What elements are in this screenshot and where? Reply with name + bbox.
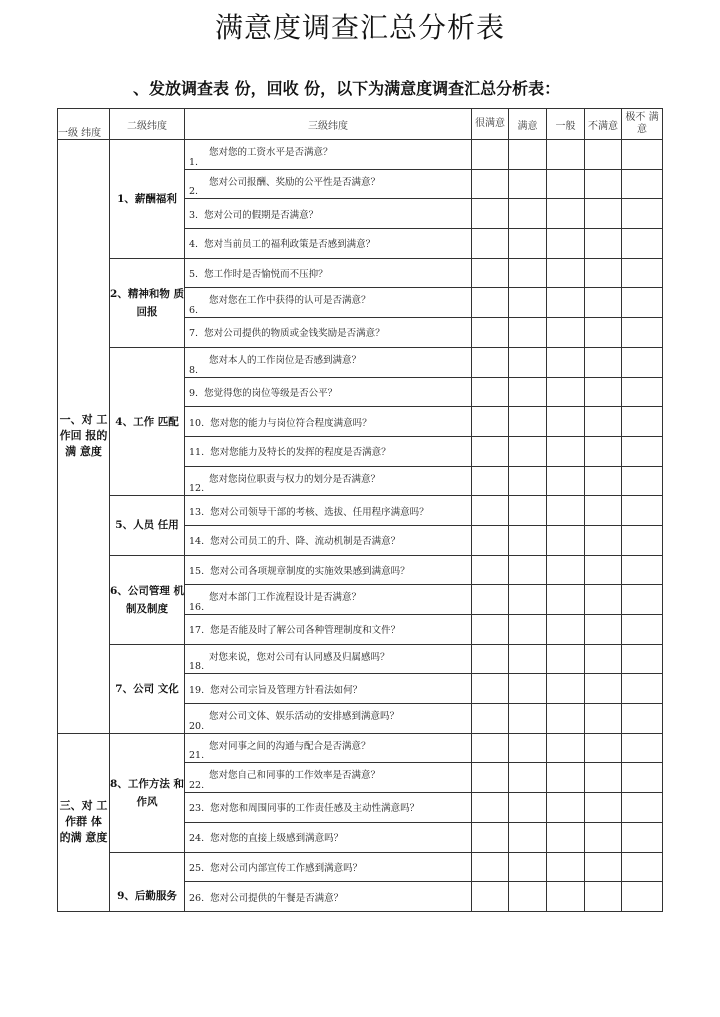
rating-cell[interactable]: [622, 674, 663, 704]
rating-cell[interactable]: [509, 882, 547, 912]
question-text: 对您来说，您对公司有认同感及归属感吗？: [209, 651, 390, 663]
level2-cell: 2、精神和物 质回报: [110, 258, 185, 347]
rating-cell[interactable]: [509, 733, 547, 763]
rating-cell[interactable]: [472, 585, 509, 615]
rating-cell[interactable]: [585, 615, 622, 645]
question-number: 9.: [189, 387, 199, 399]
rating-cell[interactable]: [585, 496, 622, 526]
rating-cell[interactable]: [472, 258, 509, 288]
question-text: 您对您在工作中获得的认可是否满意？: [209, 295, 371, 307]
rating-cell[interactable]: [622, 763, 663, 793]
rating-cell[interactable]: [585, 288, 622, 318]
question-number: 17.: [189, 625, 205, 637]
rating-cell[interactable]: [585, 169, 622, 199]
level2-cell: 7、公司 文化: [110, 644, 185, 733]
rating-cell[interactable]: [509, 674, 547, 704]
rating-cell[interactable]: [472, 733, 509, 763]
rating-cell[interactable]: [547, 852, 585, 882]
rating-cell[interactable]: [622, 822, 663, 852]
rating-cell[interactable]: [585, 585, 622, 615]
question-cell: [185, 377, 472, 407]
question-text: 您对您能力及特长的发挥的程度是否满意？: [210, 447, 391, 459]
rating-cell[interactable]: [472, 704, 509, 734]
rating-cell[interactable]: [509, 347, 547, 377]
question-text: 您对同事之间的沟通与配合是否满意？: [209, 740, 371, 752]
rating-cell[interactable]: [509, 407, 547, 437]
rating-cell[interactable]: [472, 347, 509, 377]
question-text: 您对本部门工作流程设计是否满意？: [209, 592, 362, 604]
question-number: 1.: [189, 156, 199, 168]
question-text: 您对您的工资水平是否满意？: [209, 147, 333, 158]
rating-cell[interactable]: [472, 615, 509, 645]
rating-cell[interactable]: [547, 882, 585, 912]
rating-cell[interactable]: [585, 318, 622, 348]
question-number: 22.: [189, 780, 205, 792]
level2-cell: 5、人员 任用: [110, 496, 185, 555]
question-text: 您对您和周围同事的工作责任感及主动性满意吗？: [210, 803, 420, 815]
question-number: 6.: [189, 305, 199, 317]
rating-cell[interactable]: [509, 140, 547, 170]
rating-cell[interactable]: [547, 793, 585, 823]
rating-cell[interactable]: [472, 229, 509, 259]
rating-cell[interactable]: [509, 585, 547, 615]
question-text: 您对您的直接上级感到满意吗？: [210, 833, 344, 845]
question-number: 2.: [189, 186, 199, 198]
rating-cell[interactable]: [585, 644, 622, 674]
rating-cell[interactable]: [509, 258, 547, 288]
level2-cell: 4、工作 匹配: [110, 347, 185, 495]
rating-cell[interactable]: [509, 288, 547, 318]
rating-cell[interactable]: [547, 733, 585, 763]
rating-cell[interactable]: [509, 644, 547, 674]
rating-cell[interactable]: [472, 674, 509, 704]
rating-cell[interactable]: [509, 436, 547, 466]
rating-cell[interactable]: [547, 822, 585, 852]
rating-cell[interactable]: [585, 555, 622, 585]
question-text: 您对公司内部宣传工作感到满意吗？: [210, 862, 363, 874]
rating-cell[interactable]: [585, 466, 622, 496]
rating-cell[interactable]: [509, 615, 547, 645]
rating-cell[interactable]: [547, 555, 585, 585]
rating-cell[interactable]: [622, 882, 663, 912]
rating-cell[interactable]: [622, 793, 663, 823]
question-number: 11.: [189, 447, 205, 459]
rating-cell[interactable]: [547, 704, 585, 734]
level1-cell: 一、对 工 作回 报的满 意度: [58, 140, 110, 734]
rating-cell[interactable]: [547, 763, 585, 793]
rating-cell[interactable]: [547, 288, 585, 318]
rating-cell[interactable]: [547, 615, 585, 645]
question-text: 您对公司的假期是否满意？: [204, 209, 319, 221]
question-text: 您对您自己和同事的工作效率是否满意？: [209, 770, 381, 782]
question-cell: [185, 436, 472, 466]
question-cell: [185, 704, 472, 734]
question-cell: [185, 496, 472, 526]
table-row: [58, 644, 663, 674]
header-row: [58, 109, 663, 140]
rating-cell[interactable]: [622, 525, 663, 555]
level2-cell: 1、薪酬福利: [110, 140, 185, 259]
question-text: 您对公司员工的升、降、流动机制是否满意？: [210, 536, 401, 548]
header-neutral: 一般: [547, 109, 585, 140]
question-cell: [185, 466, 472, 496]
question-text: 您对公司报酬、奖励的公平性是否满意？: [209, 176, 381, 188]
header-level3: 三级纬度: [185, 109, 472, 140]
rating-cell[interactable]: [585, 347, 622, 377]
rating-cell[interactable]: [622, 852, 663, 882]
rating-cell[interactable]: [547, 585, 585, 615]
rating-cell[interactable]: [547, 258, 585, 288]
rating-cell[interactable]: [547, 347, 585, 377]
rating-cell[interactable]: [472, 525, 509, 555]
table-row: [58, 140, 663, 170]
question-cell: [185, 318, 472, 348]
question-number: 24.: [189, 833, 205, 845]
rating-cell[interactable]: [585, 407, 622, 437]
rating-cell[interactable]: [622, 733, 663, 763]
rating-cell[interactable]: [585, 822, 622, 852]
rating-cell[interactable]: [472, 199, 509, 229]
rating-cell[interactable]: [622, 704, 663, 734]
rating-cell[interactable]: [472, 496, 509, 526]
rating-cell[interactable]: [585, 733, 622, 763]
rating-cell[interactable]: [622, 347, 663, 377]
rating-cell[interactable]: [547, 140, 585, 170]
rating-cell[interactable]: [622, 407, 663, 437]
rating-cell[interactable]: [547, 466, 585, 496]
question-cell: [185, 882, 472, 912]
table-row: [58, 347, 663, 377]
level2-cell: 8、工作方法 和作风: [110, 733, 185, 852]
question-number: 14.: [189, 536, 205, 548]
rating-cell[interactable]: [622, 229, 663, 259]
rating-cell[interactable]: [622, 288, 663, 318]
rating-cell[interactable]: [472, 288, 509, 318]
question-cell: [185, 525, 472, 555]
rating-cell[interactable]: [509, 704, 547, 734]
rating-cell[interactable]: [622, 169, 663, 199]
rating-cell[interactable]: [472, 436, 509, 466]
rating-cell[interactable]: [585, 258, 622, 288]
question-number: 15.: [189, 565, 205, 577]
question-cell: [185, 585, 472, 615]
question-text: 您对您的能力与岗位符合程度满意吗？: [210, 417, 372, 429]
rating-cell[interactable]: [547, 644, 585, 674]
question-text: 您对公司各项规章制度的实施效果感到满意吗？: [210, 565, 410, 577]
question-number: 12.: [189, 483, 205, 495]
question-number: 23.: [189, 803, 205, 815]
page-title: 满意度调查汇总分析表: [214, 11, 505, 44]
rating-cell[interactable]: [472, 555, 509, 585]
rating-cell[interactable]: [547, 169, 585, 199]
rating-cell[interactable]: [585, 436, 622, 466]
question-cell: [185, 793, 472, 823]
rating-cell[interactable]: [547, 525, 585, 555]
rating-cell[interactable]: [472, 318, 509, 348]
rating-cell[interactable]: [585, 882, 622, 912]
question-cell: [185, 169, 472, 199]
question-cell: [185, 258, 472, 288]
question-cell: [185, 555, 472, 585]
rating-cell[interactable]: [472, 466, 509, 496]
rating-cell[interactable]: [472, 882, 509, 912]
question-number: 8.: [189, 364, 199, 376]
question-text: 您对公司文体、娱乐活动的安排感到满意吗？: [209, 711, 400, 723]
rating-cell[interactable]: [509, 229, 547, 259]
table-row: [58, 258, 663, 288]
question-cell: [185, 347, 472, 377]
rating-cell[interactable]: [472, 852, 509, 882]
question-number: 18.: [189, 661, 205, 673]
rating-cell[interactable]: [547, 229, 585, 259]
question-text: 您对公司宗旨及管理方针看法如何？: [210, 684, 363, 696]
rating-cell[interactable]: [472, 822, 509, 852]
question-cell: [185, 822, 472, 852]
question-text: 您觉得您的岗位等级是否公平？: [204, 387, 338, 399]
table-row: [58, 852, 663, 882]
question-cell: [185, 852, 472, 882]
rating-cell[interactable]: [622, 585, 663, 615]
rating-cell[interactable]: [509, 199, 547, 229]
rating-cell[interactable]: [547, 674, 585, 704]
rating-cell[interactable]: [622, 496, 663, 526]
question-text: 您是否能及时了解公司各种管理制度和文件？: [210, 625, 401, 637]
rating-cell[interactable]: [509, 466, 547, 496]
rating-cell[interactable]: [622, 318, 663, 348]
question-text: 您对公司提供的午餐是否满意？: [210, 892, 344, 904]
rating-cell[interactable]: [547, 436, 585, 466]
rating-cell[interactable]: [585, 674, 622, 704]
rating-cell[interactable]: [509, 822, 547, 852]
rating-cell[interactable]: [547, 377, 585, 407]
rating-cell[interactable]: [622, 555, 663, 585]
rating-cell[interactable]: [509, 377, 547, 407]
question-number: 5.: [189, 269, 199, 281]
question-cell: [185, 407, 472, 437]
rating-cell[interactable]: [622, 199, 663, 229]
question-cell: [185, 763, 472, 793]
rating-cell[interactable]: [509, 763, 547, 793]
question-cell: [185, 615, 472, 645]
question-cell: [185, 199, 472, 229]
question-number: 21.: [189, 750, 205, 762]
rating-cell[interactable]: [509, 169, 547, 199]
question-text: 您对公司领导干部的考核、选拔、任用程序满意吗？: [210, 506, 429, 518]
question-number: 19.: [189, 684, 205, 696]
rating-cell[interactable]: [585, 793, 622, 823]
rating-cell[interactable]: [622, 644, 663, 674]
question-number: 20.: [189, 720, 205, 732]
rating-cell[interactable]: [585, 704, 622, 734]
rating-cell[interactable]: [585, 763, 622, 793]
question-cell: [185, 644, 472, 674]
table-row: [58, 733, 663, 763]
question-number: 10.: [189, 417, 205, 429]
survey-summary-line: 、发放调查表 份，回收 份，以下为满意度调查汇总分析表：: [133, 79, 561, 98]
rating-cell[interactable]: [547, 496, 585, 526]
question-cell: [185, 140, 472, 170]
header-very-satisfied: 很满意: [472, 109, 509, 140]
header-level1: 一级 纬度: [58, 109, 110, 140]
question-text: 您对公司提供的物质或金钱奖励是否满意？: [204, 328, 385, 340]
rating-cell[interactable]: [472, 793, 509, 823]
question-number: 3.: [189, 209, 199, 221]
table-row: [58, 555, 663, 585]
table-row: [58, 496, 663, 526]
header-level2: 二级纬度: [110, 109, 185, 140]
question-number: 4.: [189, 239, 199, 251]
question-text: 您对您岗位职责与权力的划分是否满意？: [209, 473, 381, 485]
rating-cell[interactable]: [472, 644, 509, 674]
question-number: 16.: [189, 602, 205, 613]
rating-cell[interactable]: [472, 407, 509, 437]
header-satisfied: 满意: [509, 109, 547, 140]
rating-cell[interactable]: [622, 466, 663, 496]
rating-cell[interactable]: [585, 525, 622, 555]
rating-cell[interactable]: [547, 407, 585, 437]
question-number: 7.: [189, 328, 199, 340]
rating-cell[interactable]: [472, 763, 509, 793]
rating-cell[interactable]: [547, 199, 585, 229]
question-number: 13.: [189, 506, 205, 518]
question-cell: [185, 288, 472, 318]
rating-cell[interactable]: [585, 140, 622, 170]
rating-cell[interactable]: [622, 258, 663, 288]
question-number: 25.: [189, 862, 205, 874]
question-text: 您对本人的工作岗位是否感到满意？: [209, 354, 362, 366]
rating-cell[interactable]: [472, 377, 509, 407]
question-number: 26.: [189, 892, 205, 904]
rating-cell[interactable]: [547, 318, 585, 348]
rating-cell[interactable]: [472, 169, 509, 199]
rating-cell[interactable]: [585, 229, 622, 259]
level1-cell: 三、对 工作群 体 的满 意度: [58, 733, 110, 911]
header-very-dissatisfied: 极不 满意: [622, 109, 663, 140]
rating-cell[interactable]: [509, 318, 547, 348]
question-cell: [185, 733, 472, 763]
question-cell: [185, 674, 472, 704]
rating-cell[interactable]: [622, 615, 663, 645]
rating-cell[interactable]: [585, 199, 622, 229]
rating-cell[interactable]: [585, 377, 622, 407]
rating-cell[interactable]: [622, 436, 663, 466]
header-dissatisfied: 不满意: [585, 109, 622, 140]
rating-cell[interactable]: [472, 140, 509, 170]
question-text: 您对当前员工的福利政策是否感到满意？: [204, 239, 376, 251]
rating-cell[interactable]: [509, 555, 547, 585]
survey-table: [57, 108, 663, 912]
rating-cell[interactable]: [622, 140, 663, 170]
question-cell: [185, 229, 472, 259]
rating-cell[interactable]: [622, 377, 663, 407]
level2-cell: 6、公司管理 机制及制度: [110, 555, 185, 644]
level2-cell: 9、后勤服务: [110, 852, 185, 911]
rating-cell[interactable]: [509, 525, 547, 555]
rating-cell[interactable]: [509, 496, 547, 526]
rating-cell[interactable]: [509, 852, 547, 882]
rating-cell[interactable]: [509, 793, 547, 823]
question-text: 您工作时是否愉悦而不压抑？: [204, 269, 328, 281]
rating-cell[interactable]: [585, 852, 622, 882]
